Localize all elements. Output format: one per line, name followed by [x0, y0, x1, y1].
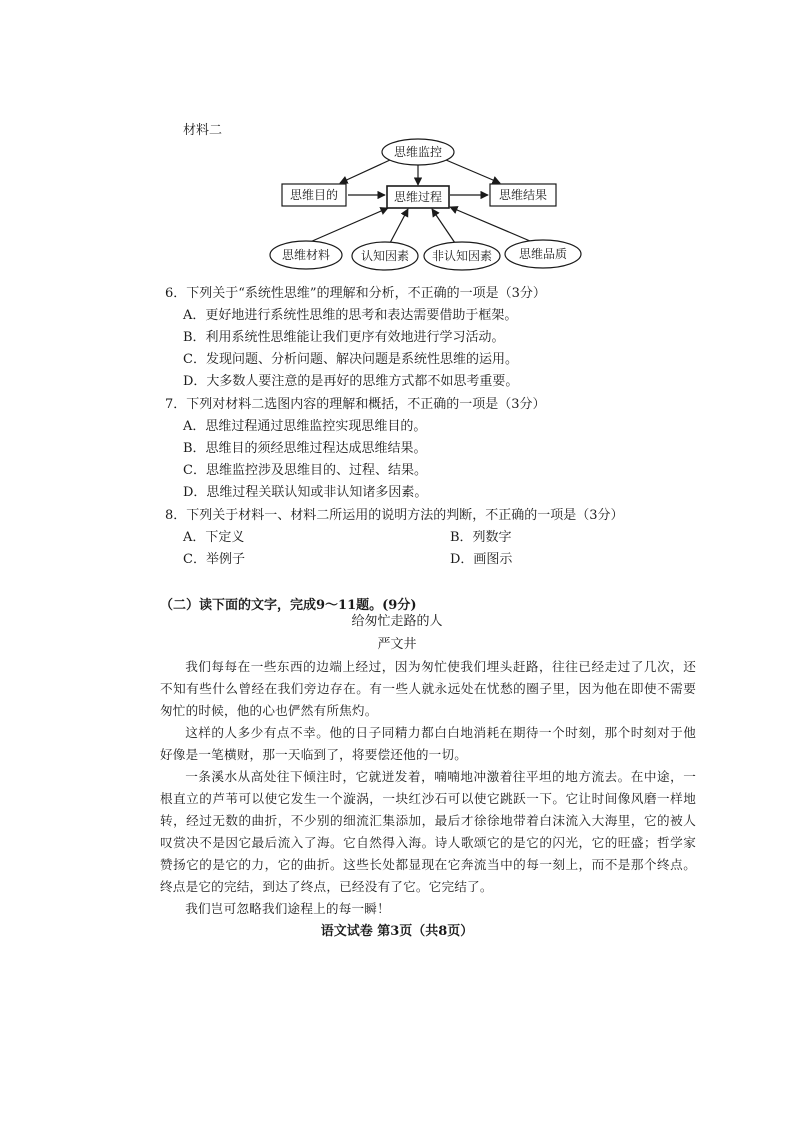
arrow-noncognitive-to-process	[432, 209, 455, 243]
question-7-option-c: C．思维监控涉及思维目的、过程、结果。	[183, 463, 427, 478]
arrow-monitor-to-result	[446, 160, 500, 183]
article-paragraph-4: 我们岂可忽略我们途程上的每一瞬！	[185, 901, 390, 916]
section-2-heading: （二）读下面的文字，完成9～11题。(9分)	[160, 598, 417, 613]
question-8-option-d: D．画图示	[450, 552, 513, 567]
question-8-option-c: C．举例子	[183, 552, 245, 567]
question-6-option-d: D．大多数人要注意的是再好的思维方式都不如思考重要。	[183, 374, 519, 389]
article-paragraph-2: 这样的人多少有点不幸。他的日子同精力都白白地消耗在期待一个时刻，那个时刻对于他好像是一笔横财，那一天临到了，将要偿还他的一切。	[160, 725, 696, 762]
node-result-label: 思维结果	[498, 188, 548, 202]
question-6-option-a: A．更好地进行系统性思维的思考和表达需要借助于框架。	[183, 308, 518, 323]
page-footer: 语文试卷 第3页（共8页）	[320, 924, 474, 939]
arrow-quality-to-process	[450, 207, 530, 241]
article-author: 严文井	[377, 637, 417, 652]
node-goal-label: 思维目的	[289, 188, 339, 202]
question-6-option-c: C．发现问题、分析问题、解决问题是系统性思维的运用。	[183, 352, 518, 367]
node-quality-label: 思维品质	[518, 247, 568, 261]
node-cognitive-label: 认知因素	[360, 249, 410, 263]
question-8-option-a: A．下定义	[183, 530, 245, 545]
question-7-option-b: B．思维目的须经思维过程达成思维结果。	[183, 441, 427, 456]
arrow-material-to-process	[310, 208, 388, 242]
node-noncognitive-label: 非认知因素	[431, 249, 493, 263]
question-8-option-b: B．列数字	[450, 530, 512, 545]
question-6-stem: 6．下列关于“系统性思维”的理解和分析，不正确的一项是（3分）	[165, 286, 546, 301]
section-label-material-two: 材料二	[183, 123, 223, 138]
question-7-option-d: D．思维过程关联认知或非认知诸多因素。	[183, 485, 428, 500]
question-6-option-b: B．利用系统性思维能让我们更序有效地进行学习活动。	[183, 330, 505, 345]
question-7-option-a: A．思维过程通过思维监控实现思维目的。	[183, 419, 427, 434]
article-title: 给匆忙走路的人	[351, 614, 443, 629]
arrow-monitor-to-goal	[340, 160, 390, 183]
article-paragraph-1: 我们每每在一些东西的边端上经过，因为匆忙使我们埋头赶路，往往已经走过了几次，还不知有些什么曾经在我们旁边存在。有一些人就永远处在忧愁的圈子里，因为他在即使不需要匆忙的时候，他的心也俨然有所焦灼。	[160, 659, 696, 718]
article-paragraph-3: 一条溪水从高处往下倾注时，它就迸发着，喃喃地冲激着往平坦的地方流去。在中途，一根直立的芦苇可以使它发生一个漩涡，一块红沙石可以使它跳跃一下。它让时间像风磨一样地转，经过无数的曲折，不少别的细流汇集添加，最后才徐徐地带着白沫流入大海里，它的被人叹赏决不是因它最后流入了海。它自然得入海。诗人歌颂它的是它的闪光，它的旺盛；哲学家赞扬它的是它的力，它的曲折。这些长处都显现在它奔流当中的每一刻上，而不是那个终点。终点是它的完结，到达了终点，已经没有了它。它完结了。	[160, 769, 696, 894]
thinking-framework-diagram	[260, 135, 590, 280]
node-material-label: 思维材料	[281, 248, 331, 262]
node-monitor-label: 思维监控	[393, 145, 443, 159]
arrow-cognitive-to-process	[390, 209, 408, 243]
question-7-stem: 7．下列对材料二选图内容的理解和概括，不正确的一项是（3分）	[165, 397, 546, 412]
question-8-stem: 8．下列关于材料一、材料二所运用的说明方法的判断，不正确的一项是（3分）	[165, 508, 624, 523]
node-process-label: 思维过程	[393, 190, 443, 204]
